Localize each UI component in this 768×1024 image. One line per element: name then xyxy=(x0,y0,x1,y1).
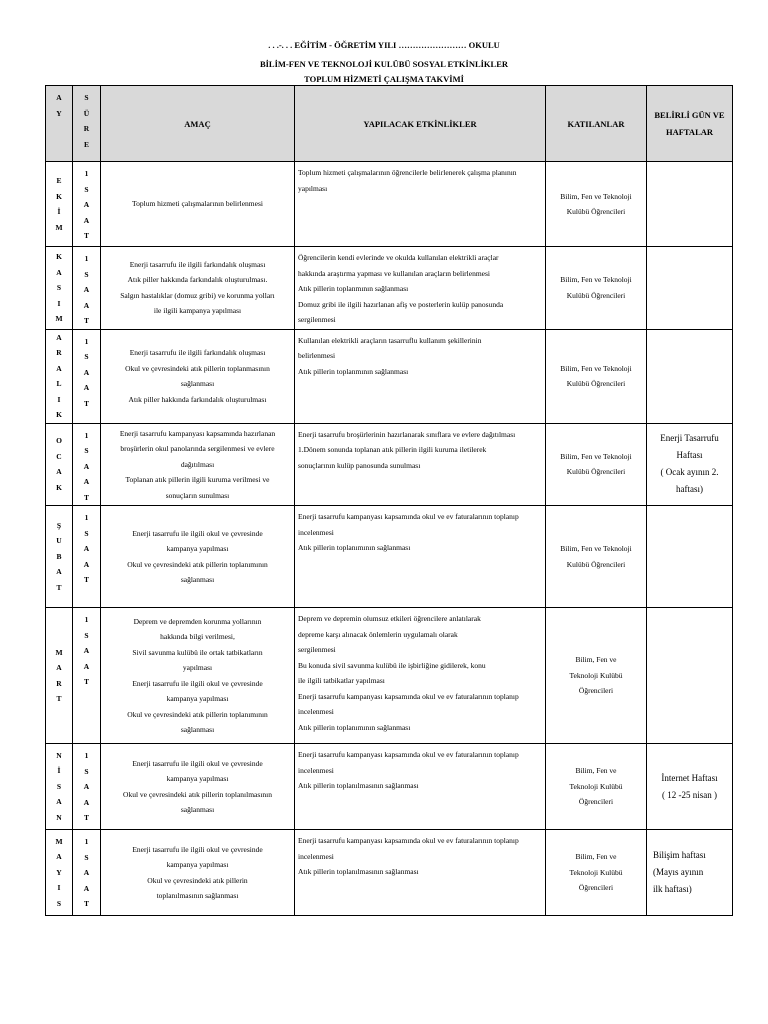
purpose-cell-line: ile ilgili kampanya yapılması xyxy=(153,306,242,316)
duration-cell-line: 1 xyxy=(84,615,89,624)
month-cell xyxy=(46,329,73,423)
month-cell-line: T xyxy=(56,582,62,592)
purpose-cell-line: kampanya yapılması xyxy=(166,544,229,553)
purpose-cell-line: Okul ve çevresindeki atık pillerin xyxy=(147,875,248,885)
special-days-cell-line: haftası) xyxy=(676,484,703,495)
participants-cell-line: Teknoloji Kulübü xyxy=(569,781,623,791)
participants-cell-line: Kulübü Öğrencileri xyxy=(566,379,626,388)
duration-cell-line: A xyxy=(83,661,90,671)
duration-cell-line: T xyxy=(83,677,89,686)
purpose-cell-line: Okul ve çevresindeki atık pillerin toplanılmasının xyxy=(123,789,272,799)
activities-cell-line: incelenmesi xyxy=(298,707,334,716)
table-row-mayis xyxy=(46,830,733,916)
purpose-cell-line: Salgın hastalıklar (domuz gribi) ve korunma yolları xyxy=(120,290,275,300)
purpose-cell-line: Enerji tasarrufu ile ilgili okul ve çevresinde xyxy=(132,678,263,688)
month-cell xyxy=(46,506,73,608)
special-days-cell-line: Enerji Tasarrufu xyxy=(660,433,719,444)
duration-cell-line: 1 xyxy=(84,513,89,522)
purpose-cell-line: broşürlerin okul panolarında sergilenmesi ve evlere xyxy=(120,444,275,453)
special-days-cell xyxy=(647,329,733,423)
month-cell-line: A xyxy=(56,467,62,477)
participants-cell-line: Kulübü Öğrencileri xyxy=(566,207,626,216)
month-cell-line: N xyxy=(56,812,62,822)
purpose-cell xyxy=(101,423,295,506)
special-days-cell xyxy=(647,608,733,744)
duration-cell-line: T xyxy=(83,231,89,240)
participants-cell-line: Bilim, Fen ve xyxy=(575,655,617,665)
month-cell-line: T xyxy=(56,694,62,703)
purpose-cell-line: sağlanması xyxy=(180,575,215,584)
special-days-cell xyxy=(647,247,733,330)
activities-cell-line: sergilenmesi xyxy=(298,315,336,324)
duration-cell-line: 1 xyxy=(84,430,89,440)
purpose-cell xyxy=(101,744,295,830)
column-header-purpose: AMAÇ xyxy=(101,86,295,162)
participants-cell-line: Teknoloji Kulübü xyxy=(569,867,623,877)
column-header-month: A Y xyxy=(46,86,73,162)
month-cell-line: S xyxy=(56,781,62,791)
duration-cell-line: A xyxy=(83,477,90,486)
purpose-cell-line: hakkında bilgi verilmesi, xyxy=(160,632,235,641)
purpose-cell xyxy=(101,506,295,608)
month-cell xyxy=(46,423,73,506)
activities-cell-line: yapılması xyxy=(298,183,328,193)
participants-cell-line: Kulübü Öğrencileri xyxy=(566,467,626,477)
activities-cell-line: Atık pillerin toplanmının sağlanması xyxy=(298,366,409,376)
duration-cell-line: 1 xyxy=(84,837,89,846)
duration-cell-line: T xyxy=(83,492,89,502)
duration-cell-line: S xyxy=(84,269,89,279)
duration-cell xyxy=(73,830,101,916)
duration-cell-line: 1 xyxy=(84,169,89,178)
month-cell xyxy=(46,830,73,916)
duration-cell xyxy=(73,423,101,506)
month-cell-line: A xyxy=(56,852,62,862)
activities-cell-line: Enerji tasarrufu kampanyası kapsamında okul ve ev faturalarının toplanıp xyxy=(298,691,519,701)
participants-cell xyxy=(546,830,647,916)
purpose-cell-line: Sivil savunma kulübü ile ortak tatbikatların xyxy=(132,647,263,657)
participants-cell-line: Bilim, Fen ve Teknoloji xyxy=(560,544,632,553)
participants-cell xyxy=(546,423,647,506)
activities-cell-line: Enerji tasarrufu kampanyası kapsamında okul ve ev faturalarının toplanıp xyxy=(298,512,519,521)
purpose-cell-line: Enerji tasarrufu ile ilgili okul ve çevresinde xyxy=(132,844,263,854)
activities-cell-line: Deprem ve depremin olumsuz etkileri öğrencilere anlatılarak xyxy=(298,614,481,623)
participants-cell xyxy=(546,744,647,830)
participants-cell-line: Bilim, Fen ve Teknoloji xyxy=(560,191,632,201)
purpose-cell-line: Enerji tasarrufu ile ilgili okul ve çevresinde xyxy=(132,758,263,768)
activities-cell-line: Atık pillerin toplanımının sağlanması xyxy=(298,543,411,552)
purpose-cell-line: Toplanan atık pillerin ilgili kuruma verilmesi ve xyxy=(125,475,270,484)
purpose-cell-line: sağlanması xyxy=(180,379,215,388)
duration-cell-line: S xyxy=(84,852,89,862)
special-days-cell xyxy=(647,744,733,830)
activities-cell xyxy=(295,162,546,247)
activities-cell xyxy=(295,830,546,916)
month-cell-line: A xyxy=(56,567,62,577)
activities-cell xyxy=(295,506,546,608)
month-cell-line: C xyxy=(56,451,62,461)
participants-cell-line: Bilim, Fen ve Teknoloji xyxy=(560,275,632,285)
duration-cell-line: A xyxy=(83,200,90,209)
duration-cell-line: A xyxy=(83,285,90,294)
month-cell xyxy=(46,162,73,247)
special-days-cell-line: İnternet Haftası xyxy=(661,772,718,783)
purpose-cell-line: Deprem ve depremden korunma yollarının xyxy=(133,616,262,626)
participants-cell xyxy=(546,247,647,330)
purpose-cell-line: Enerji tasarrufu ile ilgili farkındalık oluşması xyxy=(129,348,266,357)
purpose-cell-line: sonuçların sunulması xyxy=(165,490,230,500)
special-days-cell-line: ( 12 -25 nisan ) xyxy=(662,789,717,800)
month-cell-line: O xyxy=(56,436,62,446)
month-cell-line: K xyxy=(56,482,62,492)
month-cell-line: İ xyxy=(57,766,61,776)
month-cell-line: K xyxy=(56,410,62,419)
duration-cell-line: S xyxy=(84,766,89,776)
purpose-cell-line: sağlanması xyxy=(180,805,215,814)
duration-cell xyxy=(73,744,101,830)
duration-cell-line: T xyxy=(83,398,89,408)
duration-cell-line: S xyxy=(84,528,89,538)
duration-cell-line: A xyxy=(83,797,90,807)
purpose-cell-line: Atık piller hakkında farkındalık oluşturulması. xyxy=(127,275,268,285)
activities-cell-line: Öğrencilerin kendi evlerinde ve okulda kullanılan elektrikli araçlar xyxy=(298,253,499,262)
activities-cell-line: hakkında araştırma yapması ve kullanılan araçların belirlenmesi xyxy=(298,268,491,278)
duration-cell-line: A xyxy=(83,883,90,893)
special-days-cell-line: Haftası xyxy=(676,450,703,461)
table-row-nisan xyxy=(46,744,733,830)
participants-cell-line: Öğrencileri xyxy=(578,883,614,893)
duration-cell-line: A xyxy=(83,215,90,225)
month-cell xyxy=(46,744,73,830)
participants-cell-line: Teknoloji Kulübü xyxy=(569,670,623,680)
participants-cell-line: Bilim, Fen ve xyxy=(575,852,617,862)
month-cell-line: U xyxy=(56,536,62,546)
participants-cell-line: Öğrencileri xyxy=(578,797,614,807)
month-cell-line: S xyxy=(56,283,62,292)
participants-cell xyxy=(546,506,647,608)
duration-cell-line: S xyxy=(84,352,89,361)
month-cell-line: A xyxy=(56,332,62,342)
purpose-cell-line: Toplum hizmeti çalışmalarının belirlenmesi xyxy=(132,199,263,209)
document-heading-club: BİLİM-FEN VE TEKNOLOJİ KULÜBÜ SOSYAL ETKİNLİKLER xyxy=(259,59,509,69)
month-cell-line: M xyxy=(55,647,63,657)
month-cell-line: I xyxy=(57,883,61,893)
participants-cell-line: Bilim, Fen ve Teknoloji xyxy=(560,451,632,461)
activities-cell-line: belirlenmesi xyxy=(298,351,336,360)
participants-cell xyxy=(546,329,647,423)
purpose-cell-line: dağıtılması xyxy=(180,459,215,469)
duration-cell-line: T xyxy=(83,813,89,822)
duration-cell-line: A xyxy=(83,367,90,377)
special-days-cell xyxy=(647,506,733,608)
activities-cell-line: Atık pillerin toplanılmasının sağlanması xyxy=(298,781,419,790)
month-cell-line: M xyxy=(55,314,63,323)
month-cell xyxy=(46,247,73,330)
special-days-cell-line: ilk haftası) xyxy=(653,884,692,894)
activities-cell xyxy=(295,608,546,744)
purpose-cell-line: toplanılmasının sağlanması xyxy=(156,891,239,900)
participants-cell-line: Kulübü Öğrencileri xyxy=(566,290,626,300)
duration-cell-line: A xyxy=(83,544,90,553)
activities-cell-line: ile ilgili tatbikatlar yapılması xyxy=(298,676,385,685)
purpose-cell xyxy=(101,329,295,423)
month-cell-line: Y xyxy=(56,867,62,877)
special-days-cell-line: (Mayıs ayının xyxy=(653,867,704,877)
month-cell-line: A xyxy=(56,663,62,672)
activities-cell-line: Toplum hizmeti çalışmalarının öğrencilerle belirlenerek çalışma planının xyxy=(298,168,517,177)
activities-cell-line: Atık pillerin toplanılmasının sağlanması xyxy=(298,867,419,876)
activities-cell-line: Bu konuda sivil savunma kulübü ile işbirliğine gidilerek, konu xyxy=(298,660,486,670)
activities-cell-line: sergilenmesi xyxy=(298,645,336,654)
duration-cell-line: A xyxy=(83,461,90,471)
activities-cell-line: Enerji tasarrufu broşürlerinin hazırlanarak sınıflara ve evlere dağıtılması xyxy=(298,429,516,439)
duration-cell-line: A xyxy=(83,868,90,877)
duration-cell xyxy=(73,506,101,608)
participants-cell-line: Bilim, Fen ve Teknoloji xyxy=(560,363,632,373)
table-row-kasim xyxy=(46,247,733,330)
month-cell-line: N xyxy=(56,750,62,760)
table-row-mart xyxy=(46,608,733,744)
duration-cell xyxy=(73,608,101,744)
purpose-cell-line: kampanya yapılması xyxy=(166,694,229,703)
purpose-cell-line: kampanya yapılması xyxy=(166,860,229,869)
activities-cell-line: Atık pillerin toplanımının sağlanması xyxy=(298,722,411,732)
duration-cell-line: A xyxy=(83,300,90,310)
table-row-ocak xyxy=(46,423,733,506)
duration-cell-line: T xyxy=(83,316,89,325)
duration-cell-line: S xyxy=(84,630,89,640)
duration-cell-line: S xyxy=(84,184,89,194)
activities-cell-line: depreme karşı alınacak önlemlerin uygulamalı olarak xyxy=(298,629,458,639)
purpose-cell-line: Enerji tasarrufu kampanyası kapsamında hazırlanan xyxy=(119,428,276,438)
participants-cell xyxy=(546,608,647,744)
special-days-cell-line: ( Ocak ayının 2. xyxy=(660,467,719,478)
duration-cell-line: A xyxy=(83,383,90,392)
activities-cell xyxy=(295,744,546,830)
purpose-cell-line: Enerji tasarrufu ile ilgili farkındalık oluşması xyxy=(129,259,266,269)
month-cell-line: R xyxy=(56,678,62,688)
activities-cell-line: incelenmesi xyxy=(298,851,334,861)
duration-cell-line: T xyxy=(83,575,89,584)
column-header-duration: S Ü R E xyxy=(73,86,101,162)
participants-cell-line: Öğrencileri xyxy=(578,686,614,696)
purpose-cell xyxy=(101,247,295,330)
table-row-aralik xyxy=(46,329,733,423)
purpose-cell xyxy=(101,162,295,247)
month-cell xyxy=(46,608,73,744)
month-cell-line: E xyxy=(56,176,62,185)
special-days-cell xyxy=(647,830,733,916)
duration-cell-line: 1 xyxy=(84,336,89,346)
purpose-cell-line: kampanya yapılması xyxy=(166,774,229,783)
duration-cell-line: S xyxy=(84,446,89,455)
month-cell-line: B xyxy=(56,551,62,561)
purpose-cell-line: Atık piller hakkında farkındalık oluşturulması xyxy=(128,394,267,404)
duration-cell-line: 1 xyxy=(84,254,89,263)
activities-cell-line: Enerji tasarrufu kampanyası kapsamında okul ve ev faturalarının toplanıp xyxy=(298,750,519,759)
schedule-table xyxy=(45,85,733,916)
activities-cell-line: Kullanılan elektrikli araçların tasarruflu kullanım şekillerinin xyxy=(298,335,482,345)
purpose-cell-line: Okul ve çevresindeki atık pillerin toplanımının xyxy=(127,559,268,569)
month-cell-line: İ xyxy=(57,207,61,216)
participants-cell-line: Bilim, Fen ve xyxy=(575,766,617,776)
month-cell-line: M xyxy=(55,836,63,846)
table-row-ekim xyxy=(46,162,733,247)
document-heading-title: TOPLUM HİZMETİ ÇALIŞMA TAKVİMİ xyxy=(304,74,464,84)
column-header-special-days: BELİRLİ GÜN VE HAFTALAR xyxy=(647,86,733,162)
month-cell-line: A xyxy=(56,363,62,373)
purpose-cell-line: sağlanması xyxy=(180,725,215,734)
month-cell-line: L xyxy=(56,379,62,388)
table-header-row xyxy=(46,86,733,162)
activities-cell-line: 1.Dönem sonunda toplanan atık pillerin ilgili kuruma iletilerek xyxy=(298,445,487,454)
document-heading-school-year: . . .-. . . EĞİTİM - ÖĞRETİM YILI …………………… OKULU xyxy=(268,40,500,50)
duration-cell xyxy=(73,329,101,423)
duration-cell-line: T xyxy=(83,899,89,908)
activities-cell xyxy=(295,247,546,330)
purpose-cell xyxy=(101,830,295,916)
duration-cell-line: 1 xyxy=(84,751,89,760)
duration-cell-line: A xyxy=(83,782,90,791)
activities-cell-line: Domuz gribi ile ilgili hazırlanan afiş ve posterlerin kulüp panosunda xyxy=(298,299,504,309)
month-cell-line: I xyxy=(57,394,61,404)
month-cell-line: Ş xyxy=(56,520,62,530)
purpose-cell-line: Enerji tasarrufu ile ilgili okul ve çevresinde xyxy=(132,528,263,538)
month-cell-line: K xyxy=(56,191,62,201)
special-days-cell xyxy=(647,162,733,247)
column-header-participants: KATILANLAR xyxy=(546,86,647,162)
activities-cell-line: incelenmesi xyxy=(298,527,334,537)
duration-cell-line: A xyxy=(83,646,90,655)
duration-cell xyxy=(73,162,101,247)
duration-cell xyxy=(73,247,101,330)
purpose-cell-line: Okul ve çevresindeki atık pillerin toplanımının xyxy=(127,709,268,719)
purpose-cell-line: Okul ve çevresindeki atık pillerin toplanmasının xyxy=(125,363,270,373)
month-cell-line: K xyxy=(56,252,62,261)
participants-cell xyxy=(546,162,647,247)
month-cell-line: R xyxy=(56,348,62,357)
month-cell-line: M xyxy=(55,222,63,232)
purpose-cell-line: yapılması xyxy=(182,663,213,672)
table-row-subat xyxy=(46,506,733,608)
activities-cell-line: sonuçlarının kulüp panosunda sunulması xyxy=(298,460,421,470)
special-days-cell-line: Bilişim haftası xyxy=(653,850,706,860)
participants-cell-line: Kulübü Öğrencileri xyxy=(566,559,626,569)
month-cell-line: A xyxy=(56,797,62,807)
month-cell-line: A xyxy=(56,267,62,277)
column-header-activities: YAPILACAK ETKİNLİKLER xyxy=(295,86,546,162)
activities-cell-line: Atık pillerin toplanmının sağlanması xyxy=(298,284,409,293)
purpose-cell xyxy=(101,608,295,744)
activities-cell-line: incelenmesi xyxy=(298,765,334,775)
special-days-cell xyxy=(647,423,733,506)
activities-cell xyxy=(295,423,546,506)
month-cell-line: S xyxy=(56,898,62,908)
duration-cell-line: A xyxy=(83,559,90,569)
month-cell-line: I xyxy=(57,298,61,308)
activities-cell-line: Enerji tasarrufu kampanyası kapsamında okul ve ev faturalarının toplanıp xyxy=(298,836,519,845)
activities-cell xyxy=(295,329,546,423)
